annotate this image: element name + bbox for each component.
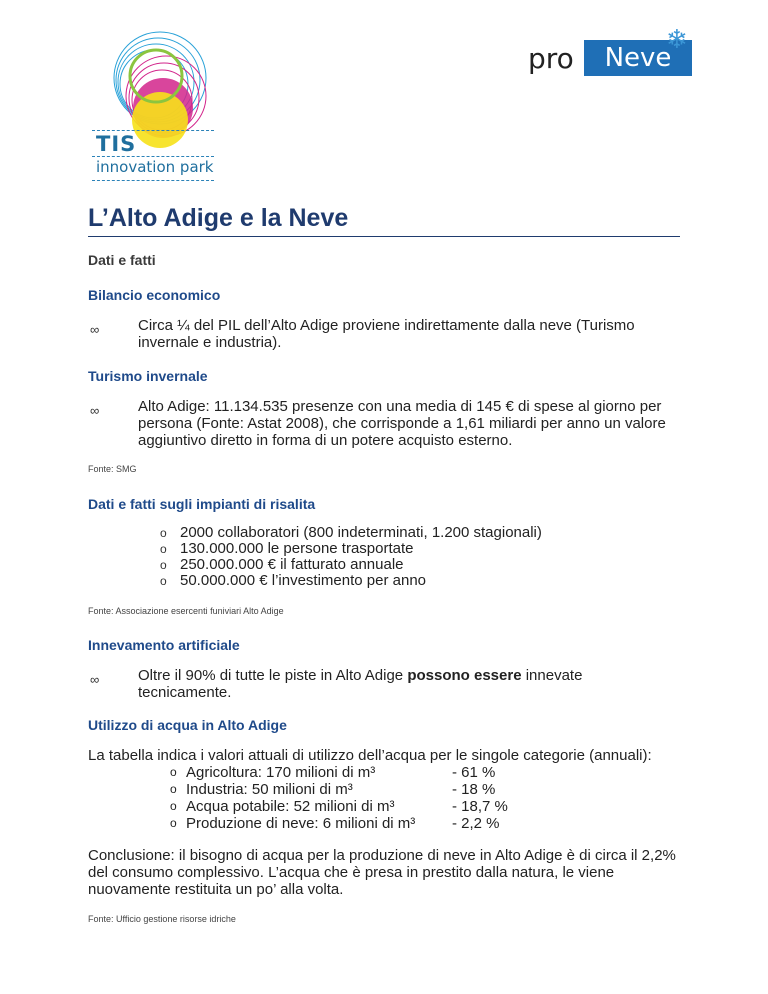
water-label: Agricoltura: 170 milioni di m³ xyxy=(186,764,376,781)
section-heading-acqua: Utilizzo di acqua in Alto Adige xyxy=(88,717,287,733)
list-item xyxy=(170,798,570,815)
section-heading-turismo: Turismo invernale xyxy=(88,368,208,384)
proneve-pro-text: pro xyxy=(528,42,574,75)
turismo-text: Alto Adige: 11.134.535 presenze con una media di 145 € di spese al giorno per persona (Fonte: Astat 2008), che corrisponde a 1,61 miliardi per anno un valore aggiuntivo diretto in forma di un potere acquisto esterno. xyxy=(138,398,666,449)
page-title: L’Alto Adige e la Neve xyxy=(88,204,349,232)
water-label: Acqua potabile: 52 milioni di m³ xyxy=(186,798,395,815)
circle-bullet-icon: o xyxy=(160,542,167,556)
tis-divider xyxy=(92,156,214,157)
circle-bullet-icon: o xyxy=(160,574,167,588)
list-item xyxy=(160,540,542,557)
acqua-conclusion: Conclusione: il bisogno di acqua per la produzione di neve in Alto Adige è di circa il 2,2% del consumo complessivo. L’acqua che è presa in prestito dalla natura, le viene nuovamente restituita un po’ alla volta. xyxy=(88,847,676,898)
snowflake-icon: ❄ xyxy=(666,24,688,54)
list-item-text: 50.000.000 € l’investimento per anno xyxy=(180,572,427,589)
tis-divider xyxy=(92,130,214,131)
tis-logo-subtext: innovation park xyxy=(96,158,214,176)
list-item xyxy=(170,781,570,798)
acqua-intro: La tabella indica i valori attuali di utilizzo dell’acqua per le singole categorie (annuali): xyxy=(88,747,652,764)
innevamento-text: Oltre il 90% di tutte le piste in Alto Adige possono essere innevate tecnicamente. xyxy=(138,667,583,701)
circle-bullet-icon: o xyxy=(160,526,167,540)
water-label: Industria: 50 milioni di m³ xyxy=(186,781,353,798)
list-item-text: 130.000.000 le persone trasportate xyxy=(180,540,414,557)
impianti-list xyxy=(160,524,542,589)
list-item xyxy=(170,764,570,781)
section-heading-innevamento: Innevamento artificiale xyxy=(88,637,240,653)
circle-bullet-icon: o xyxy=(170,782,177,796)
bullet-icon: ∞ xyxy=(90,403,100,418)
subtitle: Dati e fatti xyxy=(88,252,156,268)
water-label: Produzione di neve: 6 milioni di m³ xyxy=(186,815,416,832)
list-item-text: 250.000.000 € il fatturato annuale xyxy=(180,556,404,573)
circle-bullet-icon: o xyxy=(170,799,177,813)
list-item xyxy=(170,815,570,832)
source-note: Fonte: Ufficio gestione risorse idriche xyxy=(88,914,236,924)
list-item-text: 2000 collaboratori (800 indeterminati, 1.200 stagionali) xyxy=(180,524,542,541)
bullet-icon: ∞ xyxy=(90,322,100,337)
list-item xyxy=(160,556,542,573)
water-value: - 61 % xyxy=(452,764,496,781)
circle-bullet-icon: o xyxy=(160,558,167,572)
section-heading-impianti: Dati e fatti sugli impianti di risalita xyxy=(88,496,316,512)
water-value: - 18,7 % xyxy=(452,798,508,815)
circle-bullet-icon: o xyxy=(170,765,177,779)
title-rule xyxy=(88,236,680,237)
source-note: Fonte: SMG xyxy=(88,464,137,474)
circle-bullet-icon: o xyxy=(170,816,177,830)
bullet-icon: ∞ xyxy=(90,672,100,687)
water-usage-list xyxy=(170,764,570,832)
section-heading-bilancio: Bilancio economico xyxy=(88,287,221,303)
bilancio-text: Circa ¼ del PIL dell’Alto Adige proviene indirettamente dalla neve (Turismo invernale e industria). xyxy=(138,317,635,351)
list-item xyxy=(160,524,542,541)
water-value: - 18 % xyxy=(452,781,496,798)
proneve-neve-text: Neve xyxy=(584,40,692,76)
list-item xyxy=(160,572,542,589)
water-value: - 2,2 % xyxy=(452,815,500,832)
source-note: Fonte: Associazione esercenti funiviari Alto Adige xyxy=(88,606,284,616)
tis-divider xyxy=(92,180,214,181)
proneve-logo xyxy=(528,24,696,84)
tis-logo-text: TIS xyxy=(96,132,137,156)
